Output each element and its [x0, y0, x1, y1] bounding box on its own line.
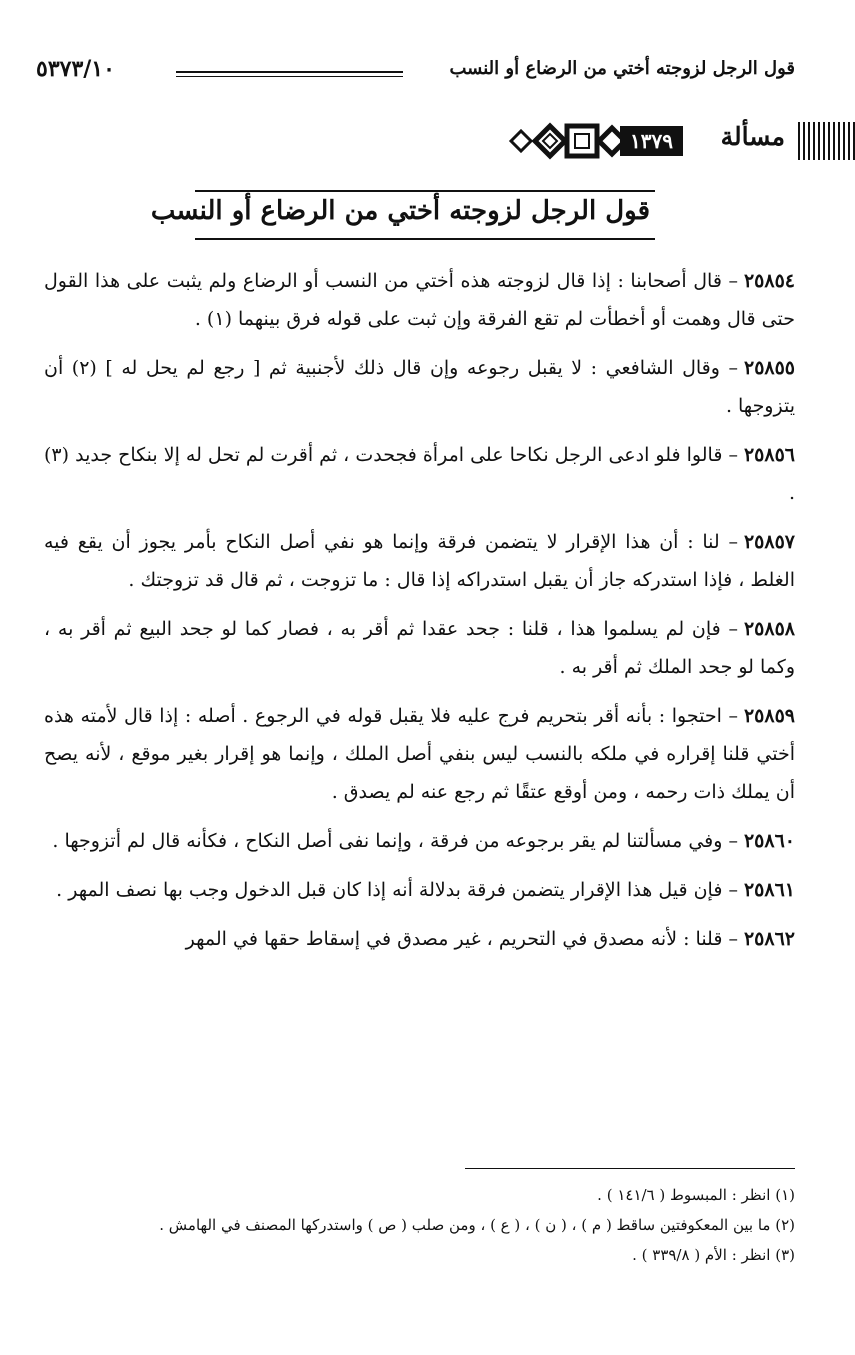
header-rule [176, 71, 403, 73]
title-rule-top [195, 190, 655, 192]
paragraph-number: ٢٥٨٥٨ [743, 618, 795, 640]
running-header-title: قول الرجل لزوجته أختي من الرضاع أو النسب [449, 58, 795, 79]
paragraph-text: – وقال الشافعي : لا يقبل رجوعه وإن قال ذلك لأجنبية ثم [ رجع لم يحل له ] (٢) أن يتزوجها . [44, 357, 795, 417]
paragraph-text: – فإن قيل هذا الإقرار يتضمن فرقة بدلالة أنه إذا كان قبل الدخول وجب بها نصف المهر . [56, 879, 738, 901]
stripe-ornament [797, 122, 855, 160]
body-text [44, 262, 795, 969]
issue-label-bar [505, 118, 855, 166]
paragraph [44, 610, 795, 686]
paragraph [44, 871, 795, 909]
paragraph-number: ٢٥٨٦٢ [743, 928, 795, 950]
issue-word: مسألة [720, 122, 785, 151]
footnote: (٣) انظر : الأم ( ٣٣٩/٨ ) . [632, 1246, 795, 1264]
paragraph-number: ٢٥٨٥٤ [743, 270, 795, 292]
section-title: قول الرجل لزوجته أختي من الرضاع أو النسب [150, 196, 650, 226]
paragraph-text: – وفي مسألتنا لم يقر برجوعه من فرقة ، وإنما نفى أصل النكاح ، فكأنه قال لم أتزوجها . [52, 830, 738, 852]
paragraph-number: ٢٥٨٦٠ [743, 830, 795, 852]
paragraph [44, 920, 795, 958]
arabesque-ornament-icon [505, 118, 625, 164]
paragraph-text: – لنا : أن هذا الإقرار لا يتضمن فرقة وإنما هو نفي أصل النكاح بأمر يجوز أن يقع فيه الغلط ، فإذا استدركه جاز أن يقبل استدراكه إذا قال : ما تزوجت ، ثم قال قد تزوجتك . [44, 531, 795, 591]
paragraph [44, 349, 795, 425]
paragraph-number: ٢٥٨٥٦ [743, 444, 795, 466]
paragraph-text: – قال أصحابنا : إذا قال لزوجته هذه أختي من النسب أو الرضاع ولم يثبت على هذا القول حتى قال وهمت أو أخطأت لم تقع الفرقة وإن ثبت على قوله فرق بينهما (١) . [44, 270, 795, 330]
paragraph [44, 262, 795, 338]
footnotes [44, 1180, 795, 1270]
paragraph-number: ٢٥٨٥٩ [743, 705, 795, 727]
paragraph-text: – فإن لم يسلموا هذا ، قلنا : جحد عقدا ثم أقر به ، فصار كما لو جحد البيع ثم أقر به ، وكما لو جحد الملك ثم أقر به . [44, 618, 795, 678]
paragraph-number: ٢٥٨٥٥ [743, 357, 796, 379]
footnote-rule [465, 1168, 795, 1169]
paragraph [44, 822, 795, 860]
footnote: (٢) ما بين المعكوفتين ساقط ( م ) ، ( ن ) ، ( ع ) ، ومن صلب ( ص ) واستدركها المصنف في الهامش . [159, 1216, 795, 1234]
title-rule-bottom [195, 238, 655, 240]
paragraph-text: – قلنا : لأنه مصدق في التحريم ، غير مصدق في إسقاط حقها في المهر [185, 928, 738, 950]
paragraph [44, 697, 795, 811]
paragraph-number: ٢٥٨٦١ [743, 879, 795, 901]
paragraph-text: – احتجوا : بأنه أقر بتحريم فرج عليه فلا يقبل قوله في الرجوع . أصله : إذا قال لأمته هذه أختي قلنا إقراره في ملكه بالنسب ليس بنفي أصل الملك ، وإنما هو إقرار بغير موقع ، لأنه يصح أن يملك ذات رحمه ، ومن أوقع عتقًا ثم رجع عنه لم يصدق . [44, 705, 795, 803]
footnote: (١) انظر : المبسوط ( ١٤١/٦ ) . [597, 1186, 795, 1204]
page-number: ٥٣٧٣/١٠ [36, 56, 115, 82]
paragraph-number: ٢٥٨٥٧ [743, 531, 795, 553]
paragraph [44, 436, 795, 512]
issue-number-badge: ١٣٧٩ [620, 126, 683, 156]
paragraph-text: – قالوا فلو ادعى الرجل نكاحا على امرأة فجحدت ، ثم أقرت لم تحل له إلا بنكاح جديد (٣) . [44, 444, 795, 504]
paragraph [44, 523, 795, 599]
running-header [36, 58, 795, 92]
header-rule-thin [176, 76, 403, 77]
